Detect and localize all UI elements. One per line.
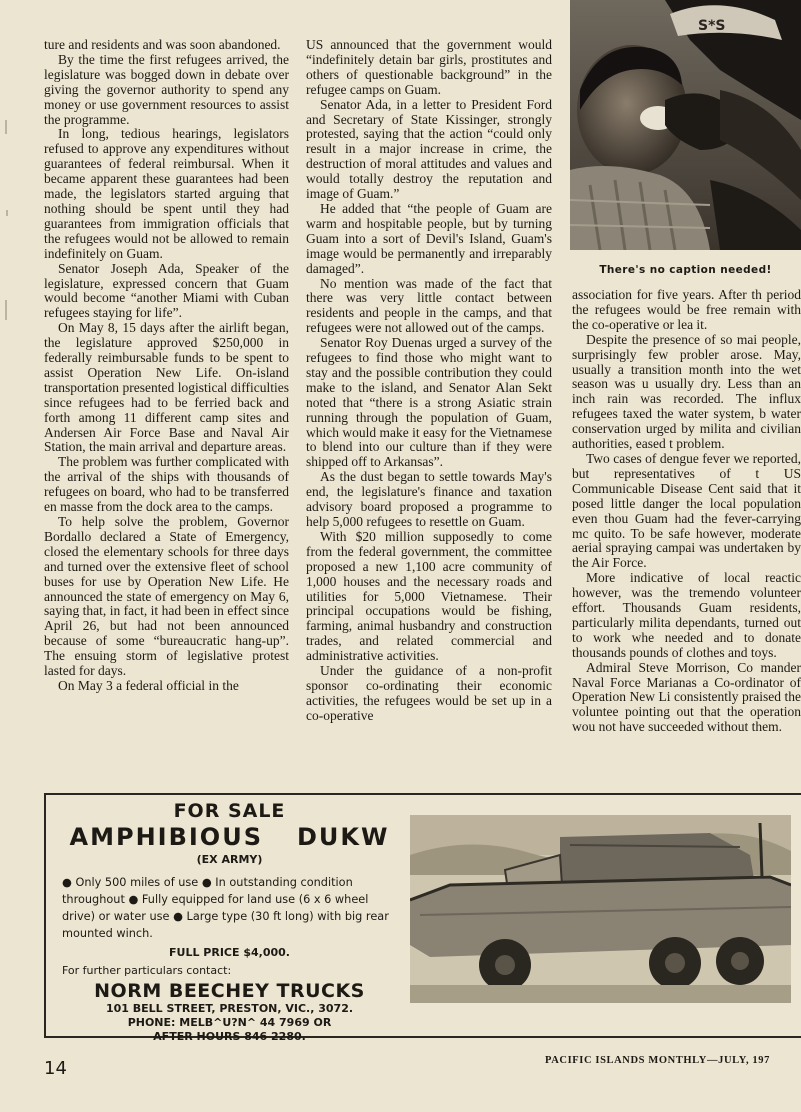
binding-marks [4, 120, 10, 320]
paragraph: More indicative of local reactic however, was the tremendo volunteer effort. Thousands Guam residents, particularly milita dependants, turned out to work whe needed and to donate thousands pounds of clothes and toys. [572, 570, 801, 660]
advert-phone: PHONE: MELB^U?N^ 44 7969 OR [127, 1016, 332, 1029]
paragraph: To help solve the problem, Governor Bordallo declared a State of Emergency, closed the elementary schools for three days and turned over the extensive fleet of school buses for use by Operation New Life. He announced the state of emergency on May 6, saying that, in fact, it had been in effect since April 26, but had not been announced because of some “bureaucratic hang-up”. The ensuing storm of legislative protest lasted for days. [44, 514, 289, 679]
paragraph: As the dust began to settle towards May's end, the legislature's finance and taxation advisory board proposed a programme to help 5,000 refugees to resettle on Guam. [306, 469, 552, 529]
cap-lettering: S*S [698, 18, 726, 34]
paragraph: Despite the presence of so mai people, surprisingly few probler arose. May, usually a transition month into the wet season was u usually dry. Less than an inch rain was recorded. The influx refugees taxed the water system, b water conservation urged by milita and civilian authorities, eased t problem. [572, 331, 801, 452]
paragraph: With $20 million supposedly to come from the federal government, the committee proposed a new 1,100 acre community of 1,000 houses and the necessary roads and utilities for 5,000 Vietnamese. Their principal occupations would be fishing, farming, animal husbandry and construction trades, and related commercial and administrative activities. [306, 528, 552, 664]
paragraph: No mention was made of the fact that there was very little contact between residents and people in the camps, and that refugees were not allowed out of the camps. [306, 275, 552, 336]
paragraph: US announced that the government would “indefinitely detain bar girls, prostitutes and others of questionable background” in the refugee camps on Guam. [306, 38, 552, 97]
advert-subtitle: (EX ARMY) [196, 853, 263, 866]
advert-description: ● Only 500 miles of use ● In outstanding condition throughout ● Fully equipped for land use (6 x 6 wheel drive) or water use ● Large type (30 ft long) with big rear mounted winch. [62, 876, 389, 940]
paragraph: Under the guidance of a non-profit sponsor co-ordinating their economic activities, the refugees would be set up in a co-operative [306, 663, 552, 723]
paragraph: On May 3 a federal official in the [58, 677, 239, 693]
child-drinking-photo [570, 0, 801, 250]
paragraph: association for five years. After th period the refugees would be free remain with the co-operative or lea it. [572, 288, 801, 332]
advert-text-block [62, 800, 397, 1044]
article-column-3 [572, 288, 801, 808]
advert-for-sale: FOR SALE [173, 800, 286, 822]
advert-border-top [44, 793, 801, 795]
advert-border-left [44, 793, 46, 1037]
paragraph: Admiral Steve Morrison, Co mander Naval Force Marianas a Co-ordinator of Operation New Li consistently praised the voluntee pointing out that the operation wou not have succeeded without them. [572, 659, 801, 735]
article-column-2 [306, 38, 552, 810]
paragraph: Senator Ada, in a letter to President Ford and Secretary of State Kissinger, strongly protested, saying that the action “could only result in a major increase in crime, the destruction of moral attitudes and values and would totally destroy the reputation and image of Guam.” [306, 96, 552, 202]
dukw-vehicle-photo [410, 815, 791, 1003]
paragraph: On May 8, 15 days after the airlift began, the legislature approved $250,000 in federally reimbursable funds to be spent to assist Operation New Life. On-island transportation presented logistical difficulties since refugees had to be ferried back and forth among 11 different camp sites and Andersen Air Force Base and Naval Air Station, the main arrival and departure areas. [44, 320, 289, 455]
article-column-1 [44, 38, 289, 810]
page-number: 14 [44, 1058, 67, 1079]
advert-headline-word-2: DUKW [296, 823, 390, 851]
advert-contact-prompt: For further particulars contact: [62, 964, 232, 977]
paragraph: He added that “the people of Guam are warm and hospitable people, but by turning Guam into a sort of Devil's Island, Guam's image would be permanently and irreparably damaged”. [306, 200, 552, 276]
advert-price: FULL PRICE $4,000. [169, 946, 290, 959]
photo-caption: There's no caption needed! [599, 264, 772, 276]
paragraph: ture and residents and was soon abandoned. [44, 38, 281, 52]
paragraph: The problem was further complicated with the arrival of the ships with thousands of refugees on board, who had to be transferred en masse from the dock area to the camps. [44, 454, 289, 515]
paragraph: By the time the first refugees arrived, the legislature was bogged down in debate over giving the governor authority to spend any money or use government resources to assist the programme. [44, 51, 289, 127]
dukw-illustration [410, 815, 791, 1003]
paragraph: In long, tedious hearings, legislators refused to approve any expenditures without guarantees of federal reimbursal. When it became apparent these guarantees had been made, the legislators started arguing that nothing should be spent until they had guarantees from immigration officials that the refugees would not be allowed to remain indefinitely on Guam. [44, 126, 289, 261]
running-footer: PACIFIC ISLANDS MONTHLY—JULY, 197 [545, 1055, 770, 1066]
advert-company: NORM BEECHEY TRUCKS [94, 980, 365, 1002]
advert-address: 101 BELL STREET, PRESTON, VIC., 3072. [105, 1002, 354, 1015]
photo-illustration [570, 0, 801, 250]
advert-after-hours: AFTER HOURS 846 2280. [153, 1030, 306, 1043]
paragraph: Two cases of dengue fever we reported, but representatives of t US Communicable Disease Cent said that it posed little danger the local population even thou Guam had the fever-carrying mc quito. To be safe however, moderate aerial spraying campai was undertaken by the Air Force. [572, 450, 801, 571]
paragraph: Senator Joseph Ada, Speaker of the legislature, expressed concern that Guam would become “another Miami with Cuban refugees staying for life”. [44, 260, 289, 321]
advert-headline-word-1: AMPHIBIOUS [69, 823, 263, 851]
advert-headline [62, 823, 397, 851]
paragraph: Senator Roy Duenas urged a survey of the refugees to find those who might want to stay and the possible contribution they could make to the island, and Senator Alan Sekt noted that “there is a strong Asiatic strain running through the population of Guam, which would make it easy for the Vietnamese to blend into our culture than if they were shipped off to Arkansas”. [306, 335, 552, 470]
